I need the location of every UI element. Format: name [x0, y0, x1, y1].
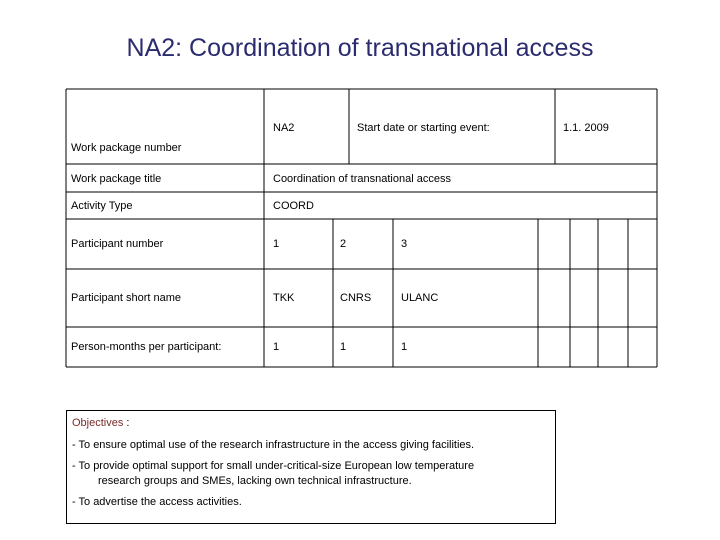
- person-months-3: 1: [401, 341, 408, 353]
- objectives-box: [66, 410, 556, 524]
- participant-number-label: Participant number: [71, 238, 164, 250]
- participant-short-name-3: ULANC: [401, 292, 439, 304]
- wp-title-value: Coordination of transnational access: [273, 173, 451, 185]
- activity-type-value: COORD: [273, 200, 314, 212]
- participant-number-2: 2: [340, 238, 347, 250]
- objective-item-3: - To advertise the access activities.: [72, 496, 242, 508]
- participant-number-1: 1: [273, 238, 280, 250]
- objectives-heading-line: [72, 417, 129, 429]
- activity-type-label: Activity Type: [71, 200, 133, 212]
- objectives-heading: Objectives: [72, 417, 124, 429]
- participant-short-name-1: TKK: [273, 292, 295, 304]
- participant-short-name-2: CNRS: [340, 292, 372, 304]
- participant-short-name-label: Participant short name: [71, 292, 182, 304]
- wp-title-label: Work package title: [71, 173, 162, 185]
- wp-number-label: Work package number: [71, 142, 182, 154]
- participant-number-3: 3: [401, 238, 408, 250]
- objective-item-2-continued: research groups and SMEs, lacking own technical infrastructure.: [98, 475, 412, 487]
- objective-item-1: - To ensure optimal use of the research infrastructure in the access giving facilities.: [72, 439, 475, 451]
- person-months-2: 1: [340, 341, 347, 353]
- start-date-label: Start date or starting event:: [357, 122, 490, 134]
- objective-item-2: - To provide optimal support for small under-critical-size European low temperature: [72, 460, 475, 472]
- person-months-label: Person-months per participant:: [71, 341, 222, 353]
- page-title: NA2: Coordination of transnational access: [126, 34, 594, 62]
- objectives-heading-colon: :: [123, 417, 130, 429]
- wp-number-value: NA2: [273, 122, 295, 134]
- start-date-value: 1.1. 2009: [563, 122, 609, 134]
- person-months-1: 1: [273, 341, 280, 353]
